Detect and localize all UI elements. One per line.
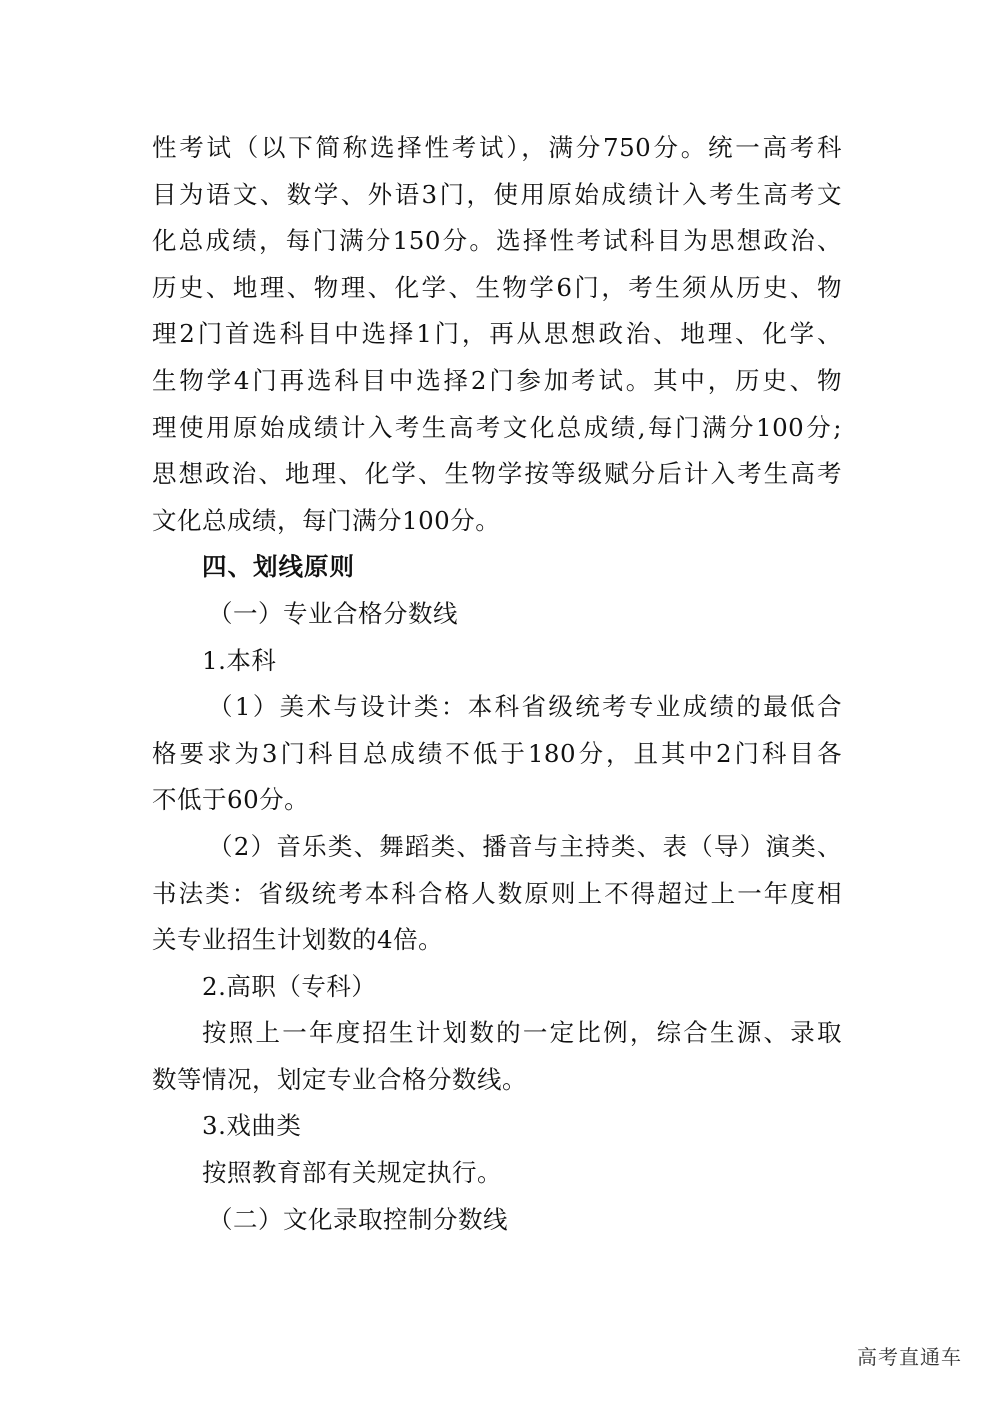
item-title: 2.高职（专科） <box>202 971 377 1001</box>
watermark-text: 高考直通车 <box>857 1345 962 1369</box>
paragraph-line: 思想政治、地理、化学、生物学按等级赋分后计入考生高考 <box>152 459 842 489</box>
item-title: 1.本科 <box>202 645 277 675</box>
paragraph-line: （2）音乐类、舞蹈类、播音与主持类、表（导）演类、 <box>208 831 842 861</box>
paragraph-line: 数等情况，划定专业合格分数线。 <box>152 1064 527 1094</box>
paragraph-line: 历史、地理、物理、化学、生物学6门，考生须从历史、物 <box>152 272 842 302</box>
section-heading: 四、划线原则 <box>202 552 355 582</box>
paragraph-line: 目为语文、数学、外语3门，使用原始成绩计入考生高考文 <box>152 179 842 209</box>
paragraph-line: 化总成绩，每门满分150分。选择性考试科目为思想政治、 <box>152 226 842 256</box>
paragraph-line: （1）美术与设计类：本科省级统考专业成绩的最低合 <box>208 692 842 722</box>
paragraph-line: 理使用原始成绩计入考生高考文化总成绩,每门满分100分; <box>152 412 842 442</box>
paragraph-line: 性考试（以下简称选择性考试），满分750分。统一高考科 <box>152 133 842 162</box>
document-body <box>152 125 842 1243</box>
paragraph-line: 不低于60分。 <box>152 785 310 815</box>
sub-heading: （二）文化录取控制分数线 <box>208 1204 508 1234</box>
sub-heading: （一）专业合格分数线 <box>208 598 458 628</box>
paragraph-line: 书法类：省级统考本科合格人数原则上不得超过上一年度相 <box>152 878 842 908</box>
paragraph-line: 按照教育部有关规定执行。 <box>202 1158 502 1188</box>
paragraph-line: 生物学4门再选科目中选择2门参加考试。其中，历史、物 <box>152 365 842 395</box>
paragraph-line: 理2门首选科目中选择1门，再从思想政治、地理、化学、 <box>152 319 842 349</box>
item-title: 3.戏曲类 <box>202 1111 302 1141</box>
paragraph-line: 格要求为3门科目总成绩不低于180分，且其中2门科目各 <box>152 738 842 768</box>
paragraph-line: 关专业招生计划数的4倍。 <box>152 925 444 955</box>
paragraph-line: 按照上一年度招生计划数的一定比例，综合生源、录取 <box>202 1018 842 1048</box>
paragraph-line: 文化总成绩，每门满分100分。 <box>152 505 501 535</box>
